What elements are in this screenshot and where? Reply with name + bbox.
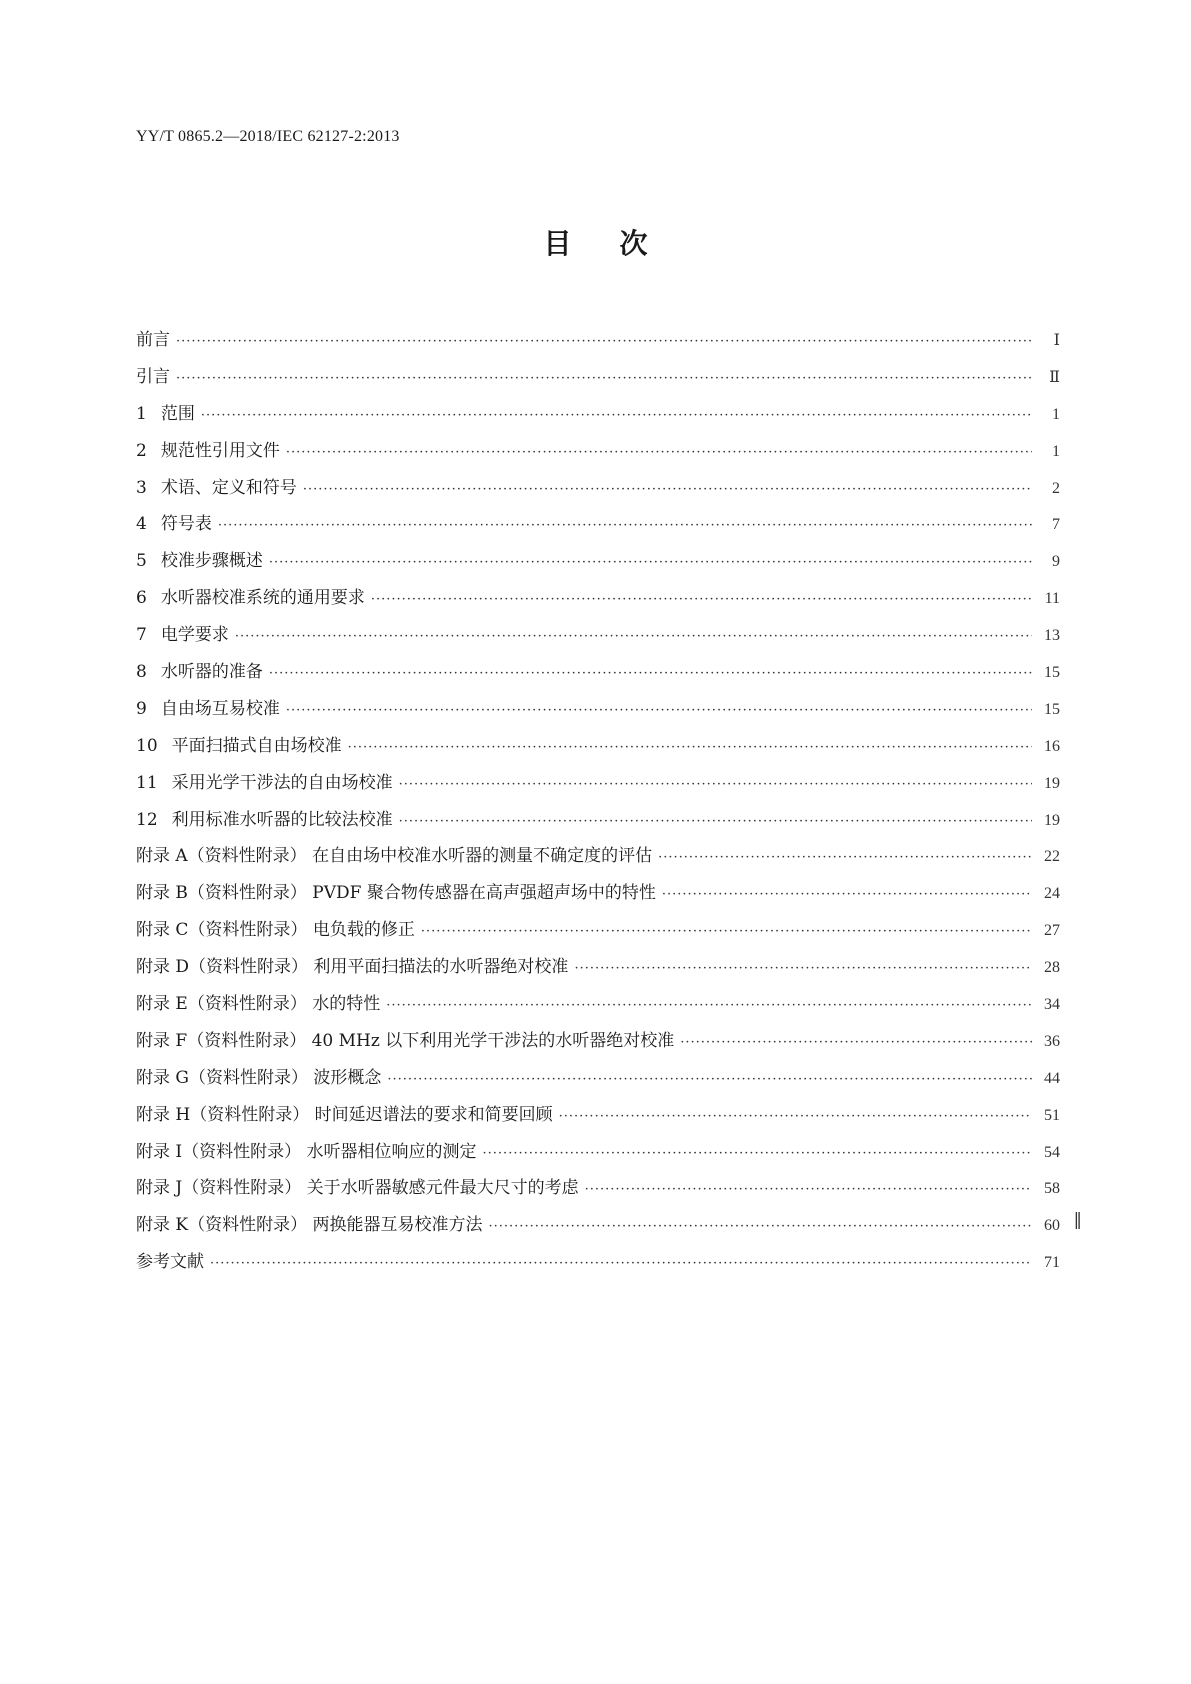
- toc-entry-label: 符号表: [160, 514, 212, 535]
- toc-leader-dots: [218, 519, 1032, 532]
- toc-leader-dots: [176, 335, 1032, 348]
- toc-page-number: 28: [1044, 959, 1060, 977]
- toc-entry[interactable]: [136, 841, 1060, 878]
- toc-entry-label: 附录 E（资料性附录） 水的特性: [136, 994, 381, 1015]
- toc-entry-title: [136, 1100, 559, 1125]
- toc-page-number: 19: [1044, 774, 1060, 792]
- toc-entry-title: [136, 509, 218, 534]
- toc-page-number: 54: [1044, 1143, 1060, 1161]
- table-of-contents: [136, 325, 1082, 1284]
- toc-entry-number: 8: [136, 662, 147, 683]
- toc-entry-number: 11: [136, 772, 158, 793]
- toc-entry-label: 利用标准水听器的比较法校准: [171, 809, 393, 830]
- toc-leader-dots: [235, 630, 1032, 643]
- toc-entry-label: 附录 J（资料性附录） 关于水听器敏感元件最大尺寸的考虑: [136, 1178, 579, 1199]
- toc-leader-dots: [303, 483, 1032, 496]
- toc-page-number: 36: [1044, 1032, 1060, 1050]
- toc-leader-dots: [421, 925, 1032, 938]
- toc-entry[interactable]: [136, 509, 1060, 546]
- toc-entry-label: 校准步骤概述: [160, 551, 263, 572]
- toc-entry[interactable]: [136, 546, 1060, 583]
- toc-entry-title: [136, 362, 176, 387]
- toc-entry-title: [136, 841, 658, 866]
- toc-entry-title: [136, 805, 399, 830]
- revision-margin-mark: ‖: [1073, 1210, 1082, 1231]
- toc-page-number: 19: [1044, 811, 1060, 829]
- toc-entry-title: [136, 1173, 585, 1198]
- toc-leader-dots: [662, 888, 1032, 901]
- toc-entry[interactable]: [136, 952, 1060, 989]
- toc-entry-label: 附录 D（资料性附录） 利用平面扫描法的水听器绝对校准: [136, 957, 569, 978]
- toc-page-number: 34: [1044, 996, 1060, 1014]
- toc-page-number: 22: [1044, 848, 1060, 866]
- toc-entry-title: [136, 1026, 680, 1051]
- toc-entry-number: 7: [136, 625, 147, 646]
- toc-entry[interactable]: [136, 1173, 1060, 1210]
- toc-leader-dots: [269, 667, 1032, 680]
- toc-leader-dots: [286, 704, 1032, 717]
- toc-entry-number: 9: [136, 698, 147, 719]
- toc-leader-dots: [680, 1036, 1032, 1049]
- toc-leader-dots: [399, 778, 1032, 791]
- toc-entry-label: 电学要求: [160, 625, 229, 646]
- toc-page-number: Ⅰ: [1053, 332, 1060, 349]
- toc-entry[interactable]: [136, 805, 1060, 842]
- toc-entry-title: [136, 325, 176, 350]
- toc-entry[interactable]: [136, 436, 1060, 473]
- toc-entry-title: [136, 989, 386, 1014]
- toc-entry-label: 水听器校准系统的通用要求: [160, 588, 365, 609]
- toc-leader-dots: [371, 593, 1032, 606]
- toc-entry[interactable]: [136, 620, 1060, 657]
- toc-entry-label: 范围: [160, 403, 195, 424]
- toc-entry-number: 6: [136, 588, 147, 609]
- toc-entry-label: 引言: [136, 366, 170, 387]
- toc-leader-dots: [286, 446, 1032, 459]
- toc-leader-dots: [386, 999, 1032, 1012]
- toc-leader-dots: [559, 1110, 1032, 1123]
- toc-entry-label: 附录 A（资料性附录） 在自由场中校准水听器的测量不确定度的评估: [136, 846, 653, 867]
- toc-entry[interactable]: [136, 362, 1060, 399]
- toc-entry-label: 规范性引用文件: [160, 440, 280, 461]
- toc-entry-number: 4: [136, 514, 147, 535]
- toc-entry[interactable]: [136, 657, 1060, 694]
- toc-page-number: 1: [1052, 442, 1060, 460]
- toc-entry-label: 参考文献: [136, 1252, 204, 1273]
- toc-page-number: 15: [1044, 664, 1060, 682]
- toc-page-number: 15: [1044, 700, 1060, 718]
- toc-entry[interactable]: [136, 694, 1060, 731]
- toc-leader-dots: [489, 1220, 1032, 1233]
- toc-page-number: 24: [1044, 885, 1060, 903]
- toc-entry-label: 平面扫描式自由场校准: [171, 735, 342, 756]
- toc-leader-dots: [585, 1183, 1032, 1196]
- toc-entry-title: [136, 1210, 489, 1235]
- toc-entry[interactable]: [136, 731, 1060, 768]
- toc-entry-label: 附录 G（资料性附录） 波形概念: [136, 1067, 382, 1088]
- toc-entry-title: [136, 1137, 483, 1162]
- toc-entry-title: [136, 952, 574, 977]
- toc-entry-label: 自由场互易校准: [160, 698, 280, 719]
- toc-entry[interactable]: [136, 989, 1060, 1026]
- toc-entry-title: [136, 620, 235, 645]
- toc-entry-title: [136, 878, 662, 903]
- toc-entry-title: [136, 915, 421, 940]
- toc-entry-title: [136, 583, 371, 608]
- toc-entry-title: [136, 1247, 210, 1272]
- toc-entry[interactable]: [136, 1210, 1082, 1247]
- toc-page-number: 1: [1052, 405, 1060, 423]
- toc-entry-title: [136, 473, 303, 498]
- toc-entry-label: 附录 I（资料性附录） 水听器相位响应的测定: [136, 1141, 477, 1162]
- toc-page-number: 60: [1044, 1217, 1060, 1235]
- toc-entry[interactable]: [136, 1100, 1060, 1137]
- toc-page-number: 27: [1044, 922, 1060, 940]
- toc-entry-label: 前言: [136, 330, 170, 350]
- toc-entry-title: [136, 657, 269, 682]
- toc-entry[interactable]: [136, 878, 1060, 915]
- toc-page-number: 7: [1052, 516, 1060, 534]
- toc-entry-number: 1: [136, 403, 147, 424]
- toc-entry[interactable]: [136, 1026, 1060, 1063]
- toc-entry-title: [136, 768, 399, 793]
- toc-leader-dots: [387, 1073, 1032, 1086]
- toc-leader-dots: [399, 815, 1032, 828]
- toc-entry-label: 附录 C（资料性附录） 电负载的修正: [136, 920, 415, 941]
- toc-leader-dots: [201, 409, 1032, 422]
- toc-leader-dots: [483, 1147, 1032, 1160]
- toc-leader-dots: [658, 851, 1032, 864]
- toc-entry-title: [136, 731, 348, 756]
- toc-entry[interactable]: [136, 915, 1060, 952]
- toc-page-number: 9: [1052, 553, 1060, 571]
- standard-number: YY/T 0865.2—2018/IEC 62127-2:2013: [136, 128, 400, 145]
- toc-entry-label: 附录 F（资料性附录） 40 MHz 以下利用光学干涉法的水听器绝对校准: [136, 1030, 675, 1051]
- toc-leader-dots: [348, 741, 1032, 754]
- toc-entry-number: 12: [136, 809, 158, 830]
- toc-page-number: 71: [1044, 1254, 1060, 1272]
- toc-page-number: 44: [1044, 1069, 1060, 1087]
- toc-page-number: 11: [1044, 590, 1060, 608]
- toc-entry-title: [136, 546, 269, 571]
- toc-entry-title: [136, 694, 286, 719]
- toc-entry-number: 2: [136, 440, 147, 461]
- toc-leader-dots: [176, 372, 1032, 385]
- toc-entry[interactable]: [136, 1063, 1060, 1100]
- toc-entry[interactable]: [136, 583, 1060, 620]
- toc-page-number: 16: [1044, 737, 1060, 755]
- toc-entry[interactable]: [136, 768, 1060, 805]
- toc-entry-title: [136, 1063, 387, 1088]
- toc-entry-title: [136, 399, 201, 424]
- toc-entry-label: 附录 B（资料性附录） PVDF 聚合物传感器在高声强超声场中的特性: [136, 883, 656, 904]
- toc-entry[interactable]: [136, 1247, 1060, 1284]
- toc-page-number: 2: [1052, 479, 1060, 497]
- toc-page-number: 58: [1044, 1180, 1060, 1198]
- toc-entry-number: 5: [136, 551, 147, 572]
- toc-page-number: Ⅱ: [1049, 368, 1060, 386]
- toc-entry-label: 采用光学干涉法的自由场校准: [171, 772, 393, 793]
- toc-entry-label: 附录 K（资料性附录） 两换能器互易校准方法: [136, 1215, 483, 1236]
- toc-leader-dots: [269, 556, 1032, 569]
- toc-leader-dots: [210, 1257, 1032, 1270]
- toc-entry-label: 术语、定义和符号: [160, 477, 297, 498]
- page-title: 目次: [543, 227, 696, 260]
- toc-entry[interactable]: [136, 325, 1060, 362]
- toc-entry-label: 附录 H（资料性附录） 时间延迟谱法的要求和简要回顾: [136, 1104, 553, 1125]
- toc-leader-dots: [574, 962, 1032, 975]
- toc-entry-number: 10: [136, 735, 158, 756]
- toc-entry[interactable]: [136, 1137, 1060, 1174]
- toc-entry-number: 3: [136, 477, 147, 498]
- toc-entry-label: 水听器的准备: [160, 662, 263, 683]
- toc-entry-title: [136, 436, 286, 461]
- toc-entry[interactable]: [136, 399, 1060, 436]
- toc-entry[interactable]: [136, 473, 1060, 510]
- toc-page-number: 51: [1044, 1106, 1060, 1124]
- toc-page-number: 13: [1044, 627, 1060, 645]
